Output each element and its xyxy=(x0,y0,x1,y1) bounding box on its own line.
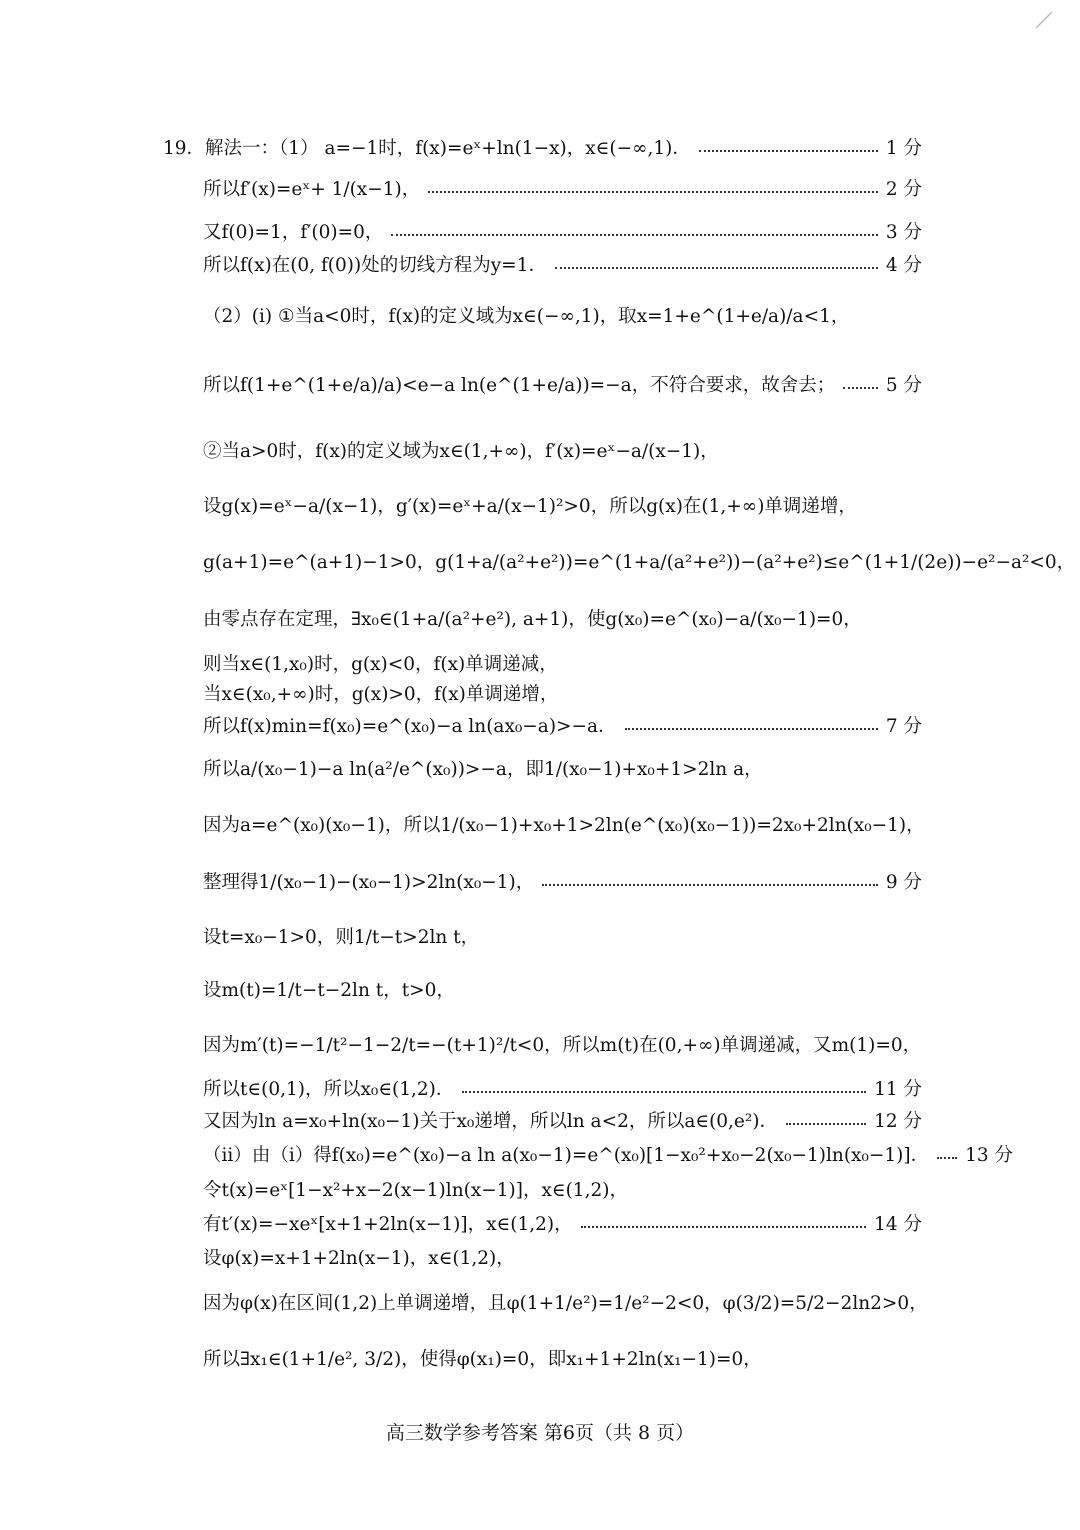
line-text: 则当x∈(1,x₀)时，g(x)<0，f(x)单调递减， xyxy=(203,654,558,675)
solution-line xyxy=(203,175,922,201)
solution-line xyxy=(203,1210,922,1236)
line-text: 所以t∈(0,1)，所以x₀∈(1,2)． xyxy=(203,1079,455,1100)
solution-line xyxy=(203,605,922,631)
score-mark: 11 分 xyxy=(874,1079,922,1100)
solution-line xyxy=(203,1289,928,1315)
score-mark: 1 分 xyxy=(885,138,922,159)
solution-line xyxy=(203,650,922,676)
leader-dots xyxy=(786,1123,866,1125)
solution-line xyxy=(203,1345,922,1371)
line-text: 当x∈(x₀,+∞)时，g(x)>0，f(x)单调递增， xyxy=(203,684,559,705)
line-text: 设m(t)=1/t−t−2ln t，t>0， xyxy=(203,980,455,1001)
solution-line xyxy=(203,755,922,781)
line-text: 所以f′(x)=eˣ+ 1/(x−1)， xyxy=(203,179,421,200)
leader-dots xyxy=(391,234,877,236)
line-text: 所以f(x)min=f(x₀)=e^(x₀)−a ln(ax₀−a)>−a． xyxy=(203,716,617,737)
leader-dots xyxy=(625,728,878,730)
solution-line xyxy=(203,437,922,463)
line-text: 又f(0)=1，f′(0)=0， xyxy=(203,222,384,243)
solution-line xyxy=(203,712,922,738)
line-text: 整理得1/(x₀−1)−(x₀−1)>2ln(x₀−1)， xyxy=(203,872,535,893)
line-text: 19．解法一：（1） a=−1时，f(x)=eˣ+ln(1−x)，x∈(−∞,1)． xyxy=(163,138,691,159)
solution-line xyxy=(163,134,922,160)
corner-mark-icon xyxy=(1034,10,1054,30)
leader-dots xyxy=(581,1226,866,1228)
leader-dots xyxy=(428,191,878,193)
leader-dots xyxy=(462,1091,866,1093)
score-mark: 13 分 xyxy=(965,1145,1014,1166)
line-text: 设t=x₀−1>0，则1/t−t>2ln t， xyxy=(203,927,480,948)
solution-line xyxy=(203,680,922,706)
leader-dots xyxy=(555,267,878,269)
line-text: g(a+1)=e^(a+1)−1>0，g(1+a/(a²+e²))=e^(1+a/(a²+e²))−(a²+e²)≤e^(1+1/(2e))−e²−a²<0， xyxy=(203,552,1076,573)
leader-dots xyxy=(699,150,878,152)
score-mark: 2 分 xyxy=(885,179,922,200)
line-text: 由零点存在定理，∃x₀∈(1+a/(a²+e²), a+1)，使g(x₀)=e^(x₀)−a/(x₀−1)=0， xyxy=(203,609,862,630)
line-text: （2）(i) ①当a<0时，f(x)的定义域为x∈(−∞,1)，取x=1+e^(1+e/a)/a<1， xyxy=(203,306,850,327)
score-mark: 5 分 xyxy=(885,375,922,396)
line-text: 所以f(x)在(0, f(0))处的切线方程为y=1． xyxy=(203,255,547,276)
score-mark: 7 分 xyxy=(885,716,922,737)
line-text: 所以f(1+e^(1+e/a)/a)<e−a ln(e^(1+e/a))=−a，不符合要求，故舍去； xyxy=(203,375,836,396)
line-text: 所以∃x₁∈(1+1/e², 3/2)，使得φ(x₁)=0，即x₁+1+2ln(x₁−1)=0， xyxy=(203,1349,762,1370)
score-mark: 14 分 xyxy=(874,1214,922,1235)
leader-dots xyxy=(843,387,878,389)
leader-dots xyxy=(937,1157,957,1159)
solution-line xyxy=(203,811,925,837)
score-mark: 3 分 xyxy=(885,222,922,243)
line-text: 因为φ(x)在区间(1,2)上单调递增，且φ(1+1/e²)=1/e²−2<0，φ(3/2)=5/2−2ln2>0， xyxy=(203,1293,928,1314)
solution-line xyxy=(203,1107,922,1133)
line-text: 令t(x)=eˣ[1−x²+x−2(x−1)ln(x−1)]，x∈(1,2)， xyxy=(203,1180,628,1201)
line-text: 又因为ln a=x₀+ln(x₀−1)关于x₀递增，所以ln a<2，所以a∈(0,e²)． xyxy=(203,1111,779,1132)
solution-line xyxy=(203,1075,922,1101)
line-text: 因为m′(t)=−1/t²−1−2/t=−(t+1)²/t<0，所以m(t)在(0,+∞)单调递减，又m(1)=0， xyxy=(203,1035,922,1056)
line-text: 设g(x)=eˣ−a/(x−1)，g′(x)=eˣ+a/(x−1)²>0，所以g(x)在(1,+∞)单调递增， xyxy=(203,496,857,517)
solution-line xyxy=(203,1176,922,1202)
score-mark: 12 分 xyxy=(874,1111,922,1132)
line-text: 设φ(x)=x+1+2ln(x−1)，x∈(1,2)， xyxy=(203,1248,515,1269)
solution-line xyxy=(203,251,922,277)
solution-line xyxy=(203,371,922,397)
line-text: （ii）由（i）得f(x₀)=e^(x₀)−a ln a(x₀−1)=e^(x₀)[1−x₀²+x₀−2(x₀−1)ln(x₀−1)]． xyxy=(203,1145,930,1166)
page-footer: 高三数学参考答案 第6页（共 8 页） xyxy=(385,1422,695,1444)
line-text: 所以a/(x₀−1)−a ln(a²/e^(x₀))>−a，即1/(x₀−1)+x₀+1>2ln a， xyxy=(203,759,763,780)
solution-line xyxy=(203,492,922,518)
solution-line xyxy=(203,868,922,894)
line-text: 因为a=e^(x₀)(x₀−1)，所以1/(x₀−1)+x₀+1>2ln(e^(x₀)(x₀−1))=2x₀+2ln(x₀−1)， xyxy=(203,815,925,836)
solution-line xyxy=(203,1141,1014,1167)
solution-line xyxy=(203,1244,922,1270)
solution-line xyxy=(203,302,922,328)
line-text: ②当a>0时，f(x)的定义域为x∈(1,+∞)，f′(x)=eˣ−a/(x−1)， xyxy=(203,441,719,462)
leader-dots xyxy=(542,884,878,886)
solution-line xyxy=(203,923,922,949)
solution-line xyxy=(203,218,922,244)
score-mark: 9 分 xyxy=(885,872,922,893)
score-mark: 4 分 xyxy=(885,255,922,276)
solution-line xyxy=(203,1031,922,1057)
line-text: 有t′(x)=−xeˣ[x+1+2ln(x−1)]，x∈(1,2)， xyxy=(203,1214,573,1235)
solution-line xyxy=(203,976,922,1002)
solution-line xyxy=(203,548,1076,574)
